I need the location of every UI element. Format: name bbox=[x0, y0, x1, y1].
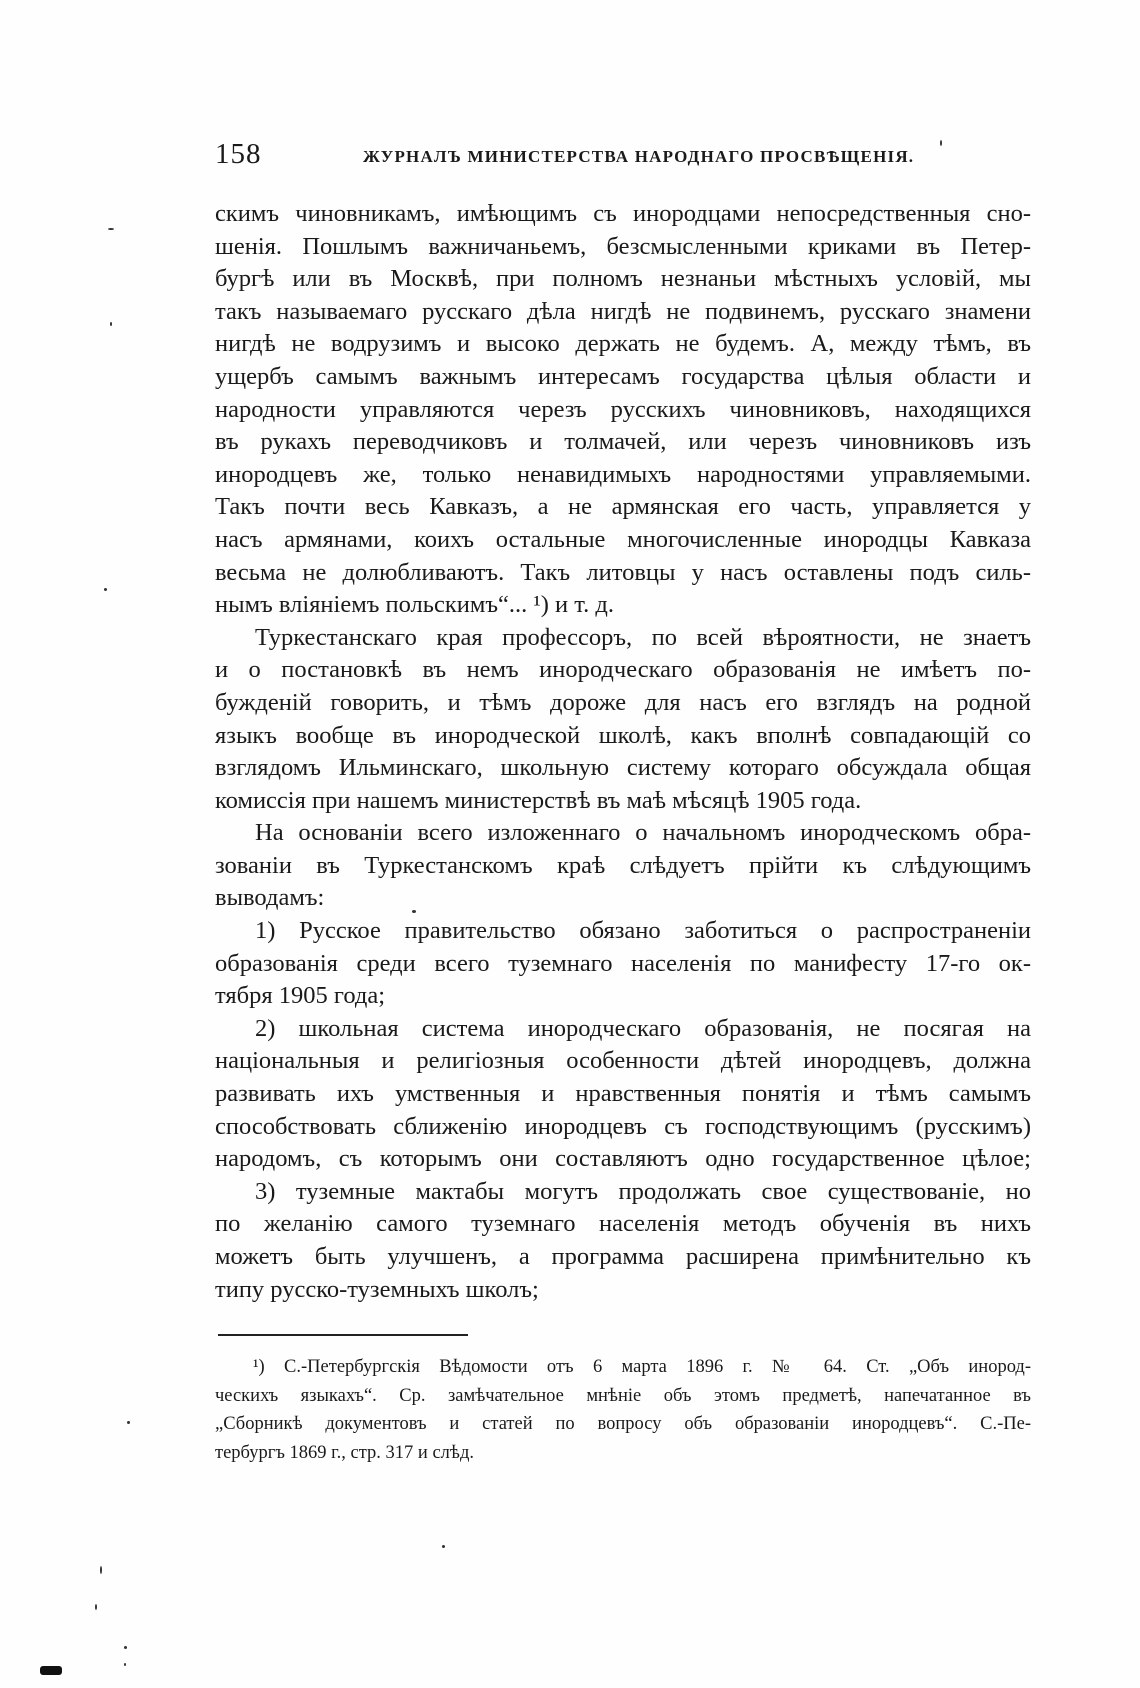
text-line: Такъ почти весь Кавказъ, а не армянская его часть, управляется у bbox=[215, 493, 1031, 521]
scan-speck bbox=[412, 910, 416, 913]
footnote-line: ческихъ языкахъ“. Ср. замѣчательное мнѣніе объ этомъ предметѣ, напечатанное въ bbox=[215, 1385, 1031, 1406]
text-line: такъ называемаго русскаго дѣла нигдѣ не подвинемъ, русскаго знамени bbox=[215, 297, 1031, 325]
list-item-line: 1) Русское правительство обязано заботиться о распространеніи bbox=[255, 917, 1031, 945]
scan-speck bbox=[127, 1421, 130, 1424]
list-item-line: народомъ, съ которымъ они составляютъ одно государственное цѣлое; bbox=[215, 1145, 1031, 1173]
footnote-line: ¹) С.-Петербургскія Вѣдомости отъ 6 марта 1896 г. № 64. Ст. „Объ инород- bbox=[253, 1357, 1031, 1377]
list-item-line: развивать ихъ умственныя и нравственныя понятія и тѣмъ самымъ bbox=[215, 1080, 1031, 1108]
paragraph-line: и о постановкѣ въ немъ инородческаго образованія не имѣетъ по- bbox=[215, 656, 1031, 684]
text-line: скимъ чиновникамъ, имѣющимъ съ инородцами непосредственныя сно- bbox=[215, 200, 1031, 227]
paragraph-line: выводамъ: bbox=[215, 884, 325, 912]
text-line: нигдѣ не водрузимъ и высоко держать не будемъ. А, между тѣмъ, въ bbox=[215, 330, 1031, 358]
text-line: бургѣ или въ Москвѣ, при полномъ незнаньи мѣстныхъ условій, мы bbox=[215, 265, 1031, 293]
list-item-line: можетъ быть улучшенъ, а программа расширена примѣнительно къ bbox=[215, 1243, 1031, 1270]
scan-speck bbox=[110, 322, 112, 326]
scan-speck bbox=[124, 1646, 127, 1649]
scan-speck bbox=[108, 228, 114, 230]
text-line: ущербъ самымъ важнымъ интересамъ государства цѣлыя области и bbox=[215, 362, 1031, 390]
footnote-divider bbox=[218, 1334, 468, 1336]
text-line: насъ армянами, коихъ остальные многочисленные инородцы Кавказа bbox=[215, 525, 1031, 553]
text-line: въ рукахъ переводчиковъ и толмачей, или черезъ чиновниковъ изъ bbox=[215, 428, 1031, 456]
list-item-line: способствовать сближенію инородцевъ съ господствующимъ (русскимъ) bbox=[215, 1112, 1031, 1140]
footnote-line: „Сборникѣ документовъ и статей по вопросу объ образованіи инородцевъ“. С.-Пе- bbox=[215, 1414, 1031, 1435]
text-line: шенія. Пошлымъ важничаньемъ, безсмысленными криками въ Петер- bbox=[215, 232, 1031, 260]
page-header bbox=[215, 138, 1035, 178]
running-title: ЖУРНАЛЪ МИНИСТЕРСТВА НАРОДНАГО ПРОСВѢЩЕНІЯ. bbox=[363, 147, 915, 166]
scan-speck bbox=[940, 140, 942, 146]
list-item-line: 2) школьная система инородческаго образованія, не посягая на bbox=[255, 1014, 1031, 1042]
scan-speck bbox=[442, 1545, 445, 1548]
paragraph-line: комиссія при нашемъ министерствѣ въ маѣ мѣсяцѣ 1905 года. bbox=[215, 786, 862, 814]
list-item-line: типу русско-туземныхъ школъ; bbox=[215, 1275, 539, 1303]
page-number: 158 bbox=[215, 138, 262, 170]
footnote bbox=[215, 1353, 1031, 1467]
paragraph-line: зованіи въ Туркестанскомъ краѣ слѣдуетъ прійти къ слѣдующимъ bbox=[215, 851, 1031, 879]
scan-speck bbox=[40, 1666, 62, 1675]
paragraph-line: На основаніи всего изложеннаго о начальномъ инородческомъ обра- bbox=[255, 819, 1031, 847]
paragraph-line: бужденій говорить, и тѣмъ дороже для насъ его взглядъ на родной bbox=[215, 688, 1031, 716]
text-line: народности управляются черезъ русскихъ чиновниковъ, находящихся bbox=[215, 395, 1031, 423]
list-item-line: тября 1905 года; bbox=[215, 982, 386, 1010]
scan-speck bbox=[100, 1566, 102, 1574]
footnote-line: тербургъ 1869 г., стр. 317 и слѣд. bbox=[215, 1442, 474, 1463]
list-item-line: образованія среди всего туземнаго населенія по манифесту 17-го ок- bbox=[215, 949, 1031, 977]
body-text bbox=[215, 198, 1031, 1306]
scan-speck bbox=[95, 1604, 97, 1610]
scan-speck bbox=[104, 588, 107, 591]
scan-speck bbox=[124, 1663, 126, 1666]
list-item-line: по желанію самого туземнаго населенія методъ обученія въ нихъ bbox=[215, 1210, 1031, 1238]
paragraph-line: Туркестанскаго края профессоръ, по всей вѣроятности, не знаетъ bbox=[255, 623, 1031, 651]
list-item-line: національныя и религіозныя особенности дѣтей инородцевъ, должна bbox=[215, 1047, 1031, 1075]
text-line: весьма не долюбливаютъ. Такъ литовцы у насъ оставлены подъ силь- bbox=[215, 558, 1031, 586]
list-item-line: 3) туземные мактабы могутъ продолжать свое существованіе, но bbox=[255, 1177, 1031, 1205]
text-line: инородцевъ же, только ненавидимыхъ народностями управляемыми. bbox=[215, 460, 1031, 488]
paragraph-line: языкъ вообще въ инородческой школѣ, какъ вполнѣ совпадающій со bbox=[215, 721, 1031, 749]
text-line: нымъ вліяніемъ польскимъ“... ¹) и т. д. bbox=[215, 591, 614, 619]
paragraph-line: взглядомъ Ильминскаго, школьную систему котораго обсуждала общая bbox=[215, 754, 1031, 782]
